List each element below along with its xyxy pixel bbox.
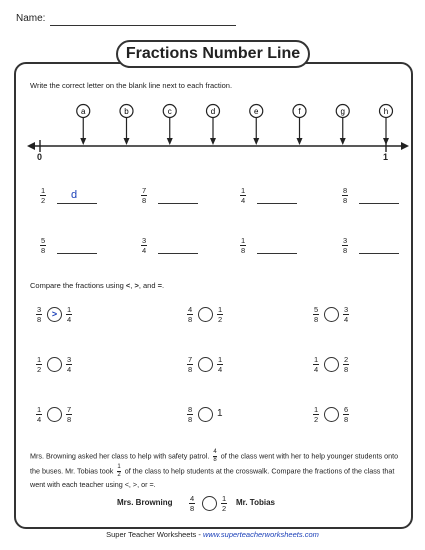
match-fraction: $\frac{8}{8}$ [343,186,348,205]
story-part-3: of the class to help students at the crosswalk. Compare the fractions of the class that went with each teacher using <, >, or =. [30,466,395,489]
compare-circle[interactable] [324,307,339,322]
right-arrowhead [401,142,409,150]
final-left-label: Mrs. Browning [117,498,173,507]
final-compare-circle[interactable] [202,496,217,511]
story-fraction-2: $\frac{1}{2}$ [117,464,121,478]
marker-e [250,105,263,146]
compare-circle[interactable] [198,407,213,422]
number-line [0,0,425,200]
answer-blank[interactable] [158,253,198,254]
compare-right-fraction: $\frac{1}{2}$ [218,305,223,324]
answer-text: d [71,189,78,201]
compare-right-fraction: $\frac{7}{8}$ [67,405,72,424]
marker-g [336,105,349,146]
match-fraction: $\frac{1}{2}$ [41,186,46,205]
story-part-2: of the class went with her to help younger students onto the buses. Mr. Tobias took [30,451,399,476]
compare-circle[interactable] [324,357,339,372]
match-fraction: $\frac{1}{4}$ [241,186,246,205]
compare-left-fraction: $\frac{1}{2}$ [37,355,42,374]
compare-circle[interactable] [198,357,213,372]
instructions-matching: Write the correct letter on the blank line next to each fraction. [30,81,233,90]
answer-blank[interactable] [359,253,399,254]
compare-circle[interactable] [47,357,62,372]
compare-right-whole: 1 [217,408,223,419]
compare-left-fraction: $\frac{1}{2}$ [314,405,319,424]
compare-left-fraction: $\frac{1}{4}$ [37,405,42,424]
marker-c [163,105,176,146]
compare-circle[interactable]: > [47,307,62,322]
compare-right-fraction: $\frac{2}{8}$ [344,355,349,374]
compare-right-fraction: $\frac{3}{4}$ [67,355,72,374]
story-fraction-1: $\frac{4}{8}$ [213,449,217,463]
answer-blank[interactable] [257,253,297,254]
compare-circle[interactable] [47,407,62,422]
word-problem [30,449,410,491]
compare-left-fraction: $\frac{4}{8}$ [188,305,193,324]
svg-text:e: e [254,107,259,116]
match-fraction: $\frac{5}{8}$ [41,236,46,255]
svg-text:b: b [124,107,129,116]
svg-text:c: c [167,107,172,116]
instructions-compare: Compare the fractions using <, >, and =. [30,281,165,290]
match-fraction: $\frac{3}{4}$ [142,236,147,255]
svg-text:a: a [81,107,86,116]
compare-left-fraction: $\frac{1}{4}$ [314,355,319,374]
match-fraction: $\frac{7}{8}$ [142,186,147,205]
story-part-1: Mrs. Browning asked her class to help with safety patrol. [30,451,210,461]
compare-right-fraction: $\frac{1}{4}$ [67,305,72,324]
svg-text:g: g [340,107,345,116]
final-right-fraction: $\frac{1}{2}$ [222,494,227,513]
marker-d [207,105,220,146]
answer-blank[interactable] [158,203,198,204]
footer-text: Super Teacher Worksheets - [106,530,203,539]
answer-blank[interactable] [359,203,399,204]
answer-blank[interactable] [57,203,97,204]
compare-left-fraction: $\frac{3}{8}$ [37,305,42,324]
answer-blank[interactable] [257,203,297,204]
svg-text:f: f [298,107,301,116]
compare-right-fraction: $\frac{3}{4}$ [344,305,349,324]
final-left-fraction: $\frac{4}{8}$ [190,494,195,513]
compare-left-fraction: $\frac{7}{8}$ [188,355,193,374]
worksheet-title: Fractions Number Line [116,40,310,68]
name-label: Name: [16,13,46,24]
compare-circle[interactable] [324,407,339,422]
final-right-label: Mr. Tobias [236,498,275,507]
compare-left-fraction: $\frac{5}{8}$ [314,305,319,324]
footer-link[interactable]: www.superteacherworksheets.com [202,530,319,539]
label-one: 1 [383,152,389,162]
marker-a [77,105,90,146]
compare-left-fraction: $\frac{8}{8}$ [188,405,193,424]
compare-right-fraction: $\frac{1}{4}$ [218,355,223,374]
match-fraction: $\frac{3}{8}$ [343,236,348,255]
label-zero: 0 [37,152,43,162]
answer-blank[interactable] [57,253,97,254]
marker-b [120,105,133,146]
svg-text:d: d [210,107,216,116]
footer [0,530,425,539]
compare-circle[interactable] [198,307,213,322]
compare-right-fraction: $\frac{6}{8}$ [344,405,349,424]
marker-h [380,105,393,146]
match-fraction: $\frac{1}{8}$ [241,236,246,255]
svg-text:h: h [383,107,389,116]
marker-f [293,105,306,146]
left-arrowhead [27,142,35,150]
